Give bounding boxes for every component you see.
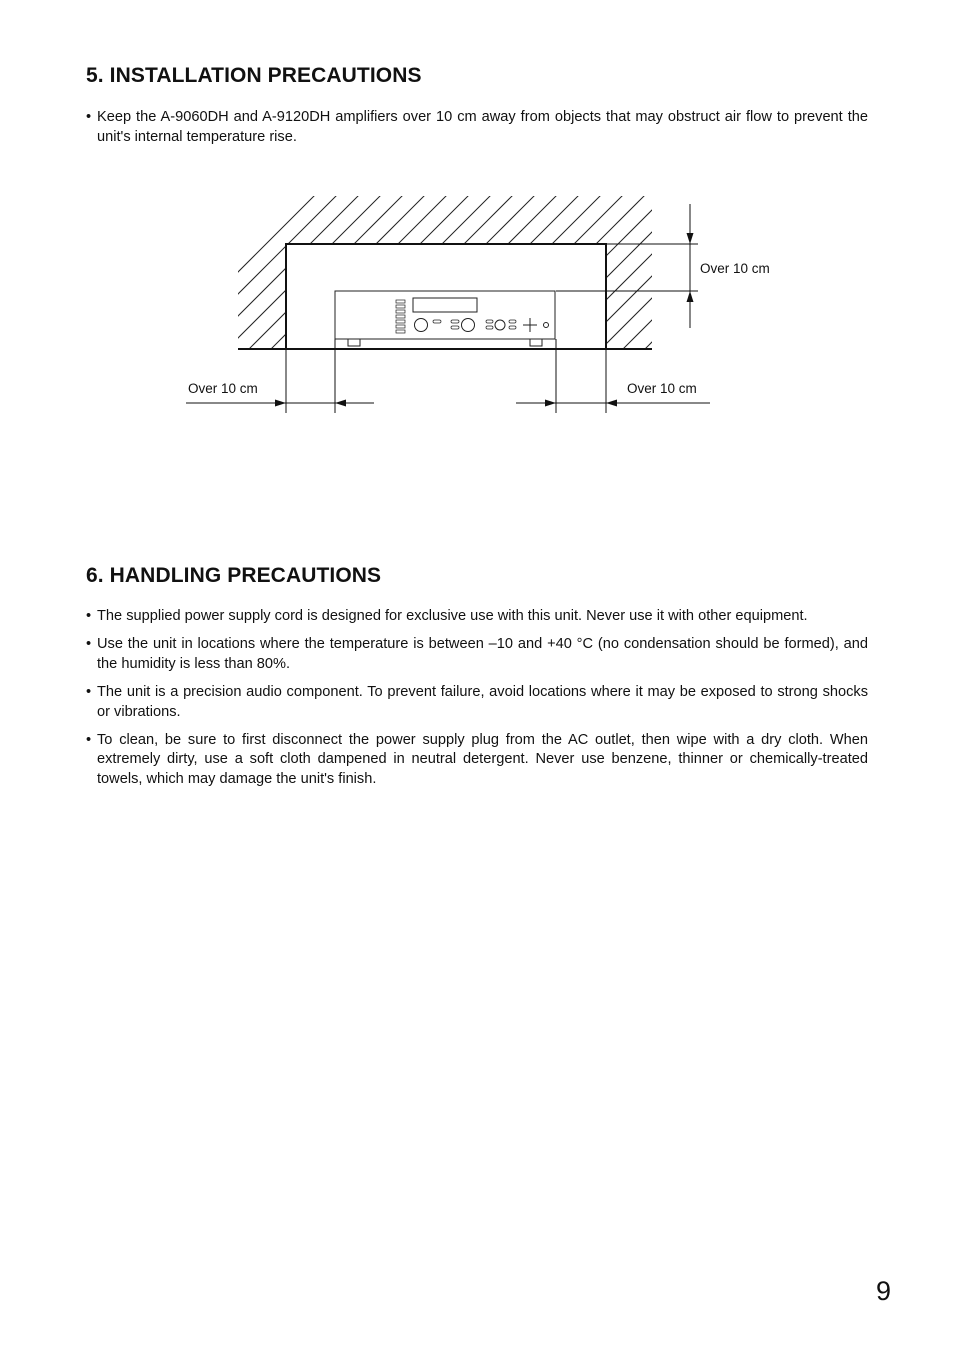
right-clearance-dimension bbox=[516, 339, 710, 413]
list-item bbox=[86, 731, 868, 790]
top-clearance-label: Over 10 cm bbox=[700, 261, 770, 276]
page-number: 9 bbox=[876, 1276, 892, 1306]
left-clearance-label: Over 10 cm bbox=[188, 381, 258, 396]
input-buttons bbox=[396, 300, 405, 333]
bullet-text: The unit is a precision audio component. To prevent failure, avoid locations where it may be exposed to strong shocks or vibrations. bbox=[97, 683, 868, 720]
list-item bbox=[86, 635, 868, 674]
hatch-line bbox=[172, 190, 342, 360]
installation-clearance-diagram bbox=[0, 0, 954, 460]
top-clearance-dimension bbox=[556, 204, 698, 328]
bullet-text: Keep the A-9060DH and A-9120DH amplifiers over 10 cm away from objects that may obstruct air flow to prevent the unit's internal temperature rise. bbox=[97, 109, 868, 145]
list-item bbox=[86, 683, 868, 722]
list-item bbox=[86, 607, 868, 627]
volume-knob-left bbox=[415, 319, 428, 332]
right-clearance-label: Over 10 cm bbox=[627, 381, 697, 396]
hatch-line bbox=[150, 190, 320, 360]
bullet-marker: • bbox=[86, 608, 92, 624]
volume-knob-right bbox=[462, 319, 475, 332]
bullet-marker: • bbox=[86, 683, 92, 700]
bullet-text: To clean, be sure to first disconnect the power supply plug from the AC outlet, then wipe with a dry cloth. When extremely dirty, use a soft cloth dampened in neutral detergent. Never use benzene, thinner or chemically-treated towels, which may damage the unit's finish. bbox=[97, 731, 868, 787]
bullet-marker: • bbox=[86, 731, 92, 748]
section-6-title: 6. HANDLING PRECAUTIONS bbox=[86, 564, 382, 587]
bullet-text: The supplied power supply cord is designed for exclusive use with this unit. Never use it with other equipment. bbox=[97, 608, 808, 624]
bullet-text: Use the unit in locations where the temperature is between –10 and +40 °C (no condensation should be formed), and the humidity is less than 80%. bbox=[97, 636, 868, 672]
amplifier-front-panel bbox=[335, 291, 555, 346]
display-window bbox=[413, 298, 477, 312]
section-5-title: 5. INSTALLATION PRECAUTIONS bbox=[86, 64, 422, 87]
power-switch bbox=[544, 323, 549, 328]
left-clearance-dimension bbox=[186, 339, 374, 413]
bullet-marker: • bbox=[86, 636, 92, 653]
bullet-marker: • bbox=[86, 109, 92, 125]
handling-bullets bbox=[86, 607, 868, 798]
